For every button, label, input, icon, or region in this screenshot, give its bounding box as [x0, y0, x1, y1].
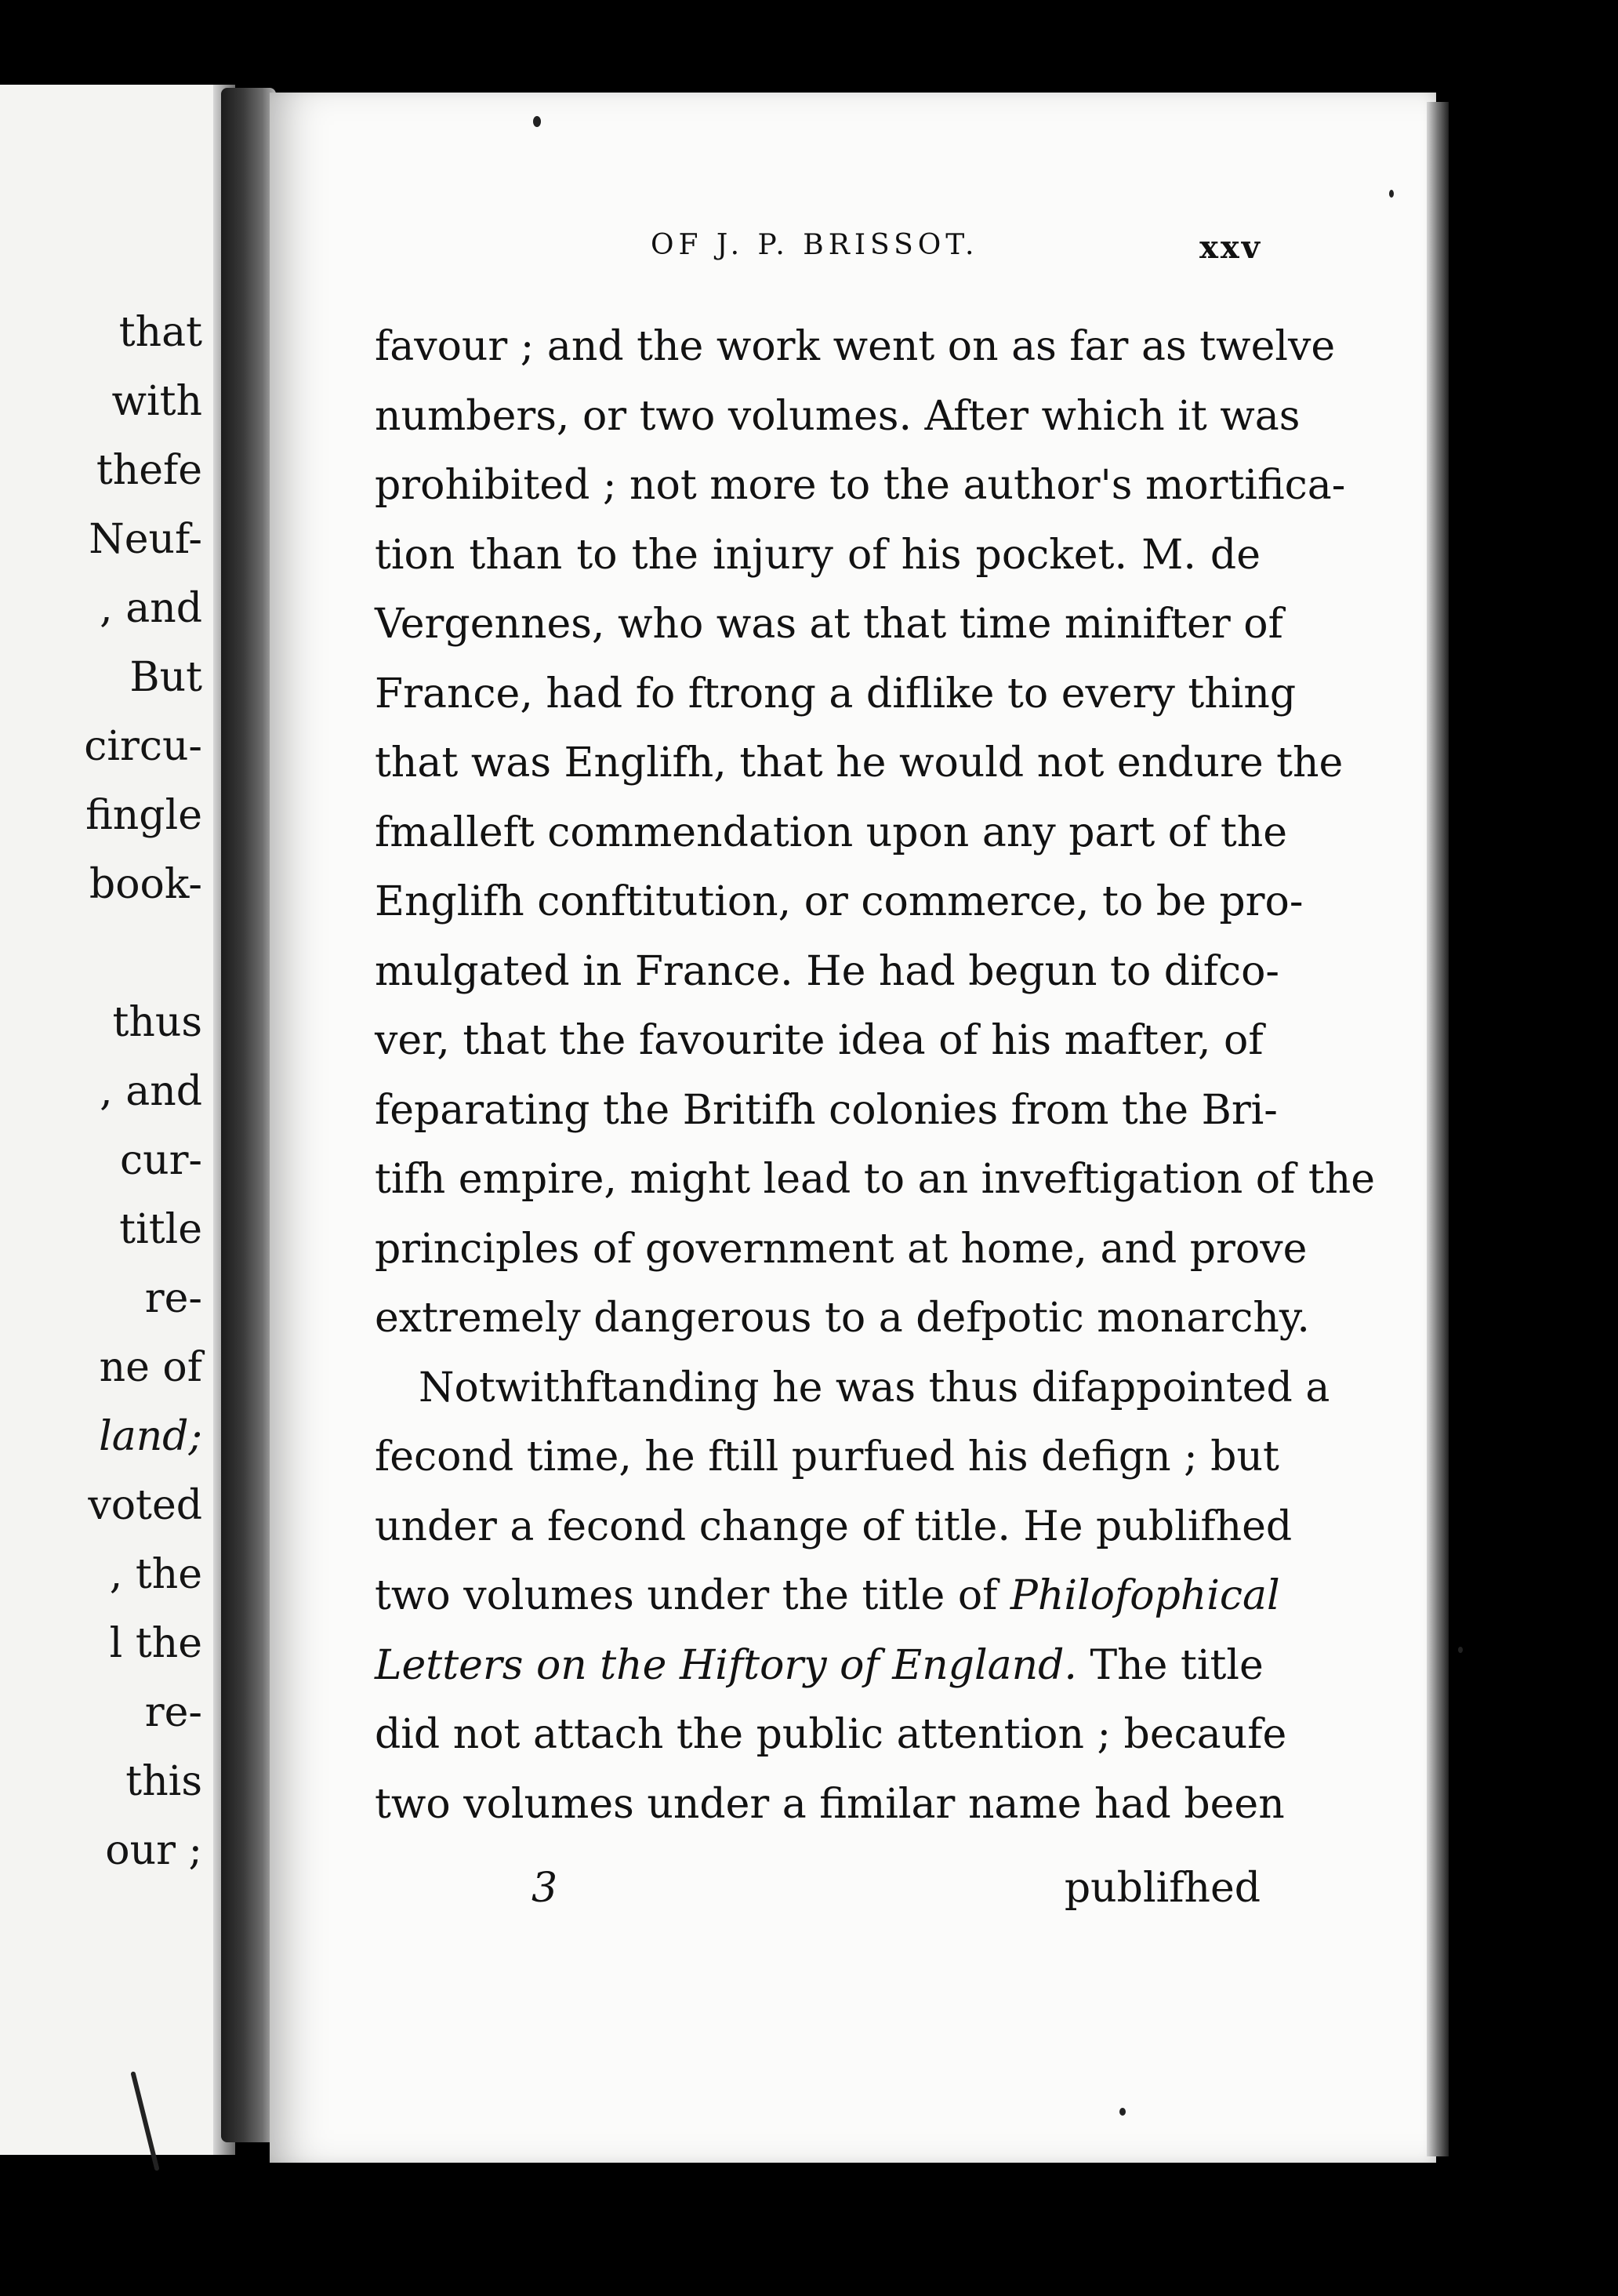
left-line-7: circu- — [84, 723, 202, 770]
speck — [1389, 190, 1394, 198]
text-line-1: favour ; and the work went on as far as twelve — [375, 323, 1336, 370]
body-text — [375, 312, 1376, 1839]
left-line-3: thefe — [96, 447, 202, 494]
text-line-16: Notwithftanding he was thus difappointed a — [419, 1364, 1330, 1411]
left-line-13: cur- — [119, 1137, 202, 1184]
text-line-22: two volumes under a fimilar name had been — [375, 1780, 1285, 1828]
text-line-7: that was Englifh, that he would not endure the — [375, 739, 1344, 787]
speck — [533, 116, 541, 127]
left-line-23: our ; — [105, 1827, 202, 1874]
text-line-19 — [375, 1561, 1280, 1631]
left-line-15: re- — [144, 1275, 202, 1322]
text-line-8: fmalleft commendation upon any part of the — [375, 808, 1288, 856]
text-line-21: did not attach the public attention ; becaufe — [375, 1711, 1287, 1758]
left-line-22: this — [125, 1758, 202, 1805]
text-line-13: tifh empire, might lead to an inveftigation of the — [375, 1156, 1376, 1203]
speck — [1458, 1647, 1463, 1653]
running-title: OF J. P. BRISSOT. — [651, 229, 979, 261]
page-number: xxv — [1199, 229, 1262, 266]
text-line-6: France, had fo ftrong a diflike to every thing — [375, 670, 1297, 718]
speck — [1119, 2108, 1126, 2116]
text-line-4: tion than to the injury of his pocket. M. de — [375, 531, 1261, 579]
text-line-20 — [375, 1631, 1264, 1701]
page-foot — [375, 1865, 1261, 1927]
left-line-8: fingle — [85, 792, 202, 839]
signature-mark: 3 — [531, 1865, 558, 1912]
text-line-20-roman: The title — [1090, 1641, 1264, 1689]
left-line-16: ne of — [99, 1344, 202, 1391]
left-line-6: But — [129, 654, 202, 701]
left-line-17: land; — [99, 1413, 202, 1460]
left-line-19: , the — [109, 1551, 202, 1598]
text-line-3: prohibited ; not more to the author's mortifica- — [375, 462, 1346, 509]
previous-page-fragment — [0, 85, 235, 2155]
text-line-15: extremely dangerous to a defpotic monarchy. — [375, 1295, 1310, 1342]
left-line-12: , and — [100, 1068, 202, 1115]
page-right-edge — [1427, 102, 1449, 2156]
left-line-21: re- — [144, 1689, 202, 1736]
book-spine-shadow — [221, 88, 276, 2142]
catchword: publifhed — [1064, 1865, 1261, 1912]
running-head — [376, 229, 1262, 276]
left-line-11: thus — [112, 999, 202, 1046]
left-line-9: book- — [89, 861, 202, 908]
left-line-1: that — [118, 309, 202, 356]
text-line-18: under a fecond change of title. He publifhed — [375, 1502, 1293, 1550]
italic-phrase-philosophical: Philofophical — [1010, 1572, 1280, 1619]
text-line-17: fecond time, he ftill purfued his defign ; but — [375, 1433, 1279, 1480]
italic-phrase-letters: Letters on the Hiftory of England. — [375, 1641, 1077, 1689]
left-line-5: , and — [100, 585, 202, 632]
left-line-2: with — [111, 378, 202, 425]
left-line-4: Neuf- — [89, 516, 202, 563]
text-line-19-roman: two volumes under the title of — [375, 1572, 998, 1619]
text-line-14: principles of government at home, and prove — [375, 1225, 1308, 1273]
text-line-9: Englifh conftitution, or commerce, to be pro- — [375, 878, 1304, 925]
text-line-10: mulgated in France. He had begun to difco- — [375, 947, 1279, 995]
text-line-12: feparating the Britifh colonies from the Bri- — [375, 1086, 1278, 1134]
text-line-11: ver, that the favourite idea of his mafter, of — [375, 1017, 1264, 1064]
left-line-18: voted — [88, 1482, 202, 1529]
text-line-2: numbers, or two volumes. After which it was — [375, 392, 1301, 440]
left-line-14: title — [119, 1206, 202, 1253]
text-line-5: Vergennes, who was at that time minifter of — [375, 601, 1283, 648]
left-line-20: l the — [109, 1620, 202, 1667]
